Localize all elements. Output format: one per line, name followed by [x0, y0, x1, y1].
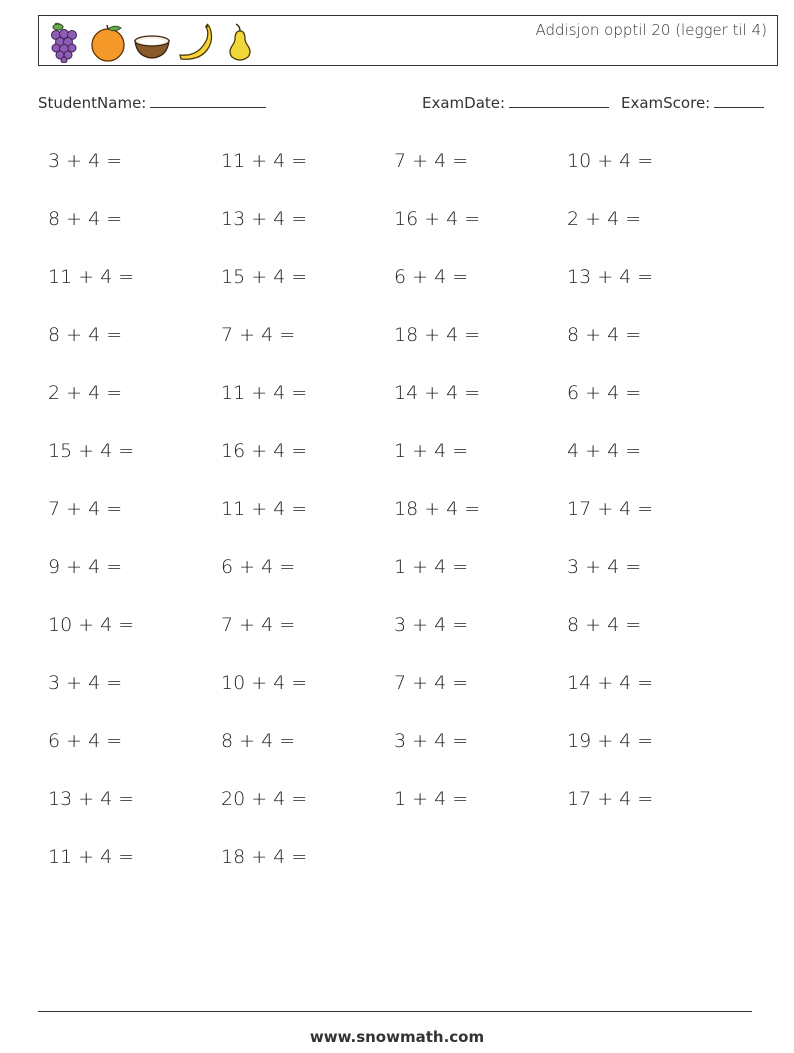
problem-item: 8 + 4 =: [567, 324, 642, 346]
problem-item: 8 + 4 =: [48, 208, 123, 230]
problem-item: 9 + 4 =: [48, 556, 123, 578]
orange-icon: [89, 21, 127, 63]
problem-item: 14 + 4 =: [394, 382, 481, 404]
problem-item: 17 + 4 =: [567, 498, 654, 520]
problem-item: 18 + 4 =: [221, 846, 308, 868]
problem-item: 18 + 4 =: [394, 498, 481, 520]
problem-item: 8 + 4 =: [221, 730, 296, 752]
student-name-line[interactable]: [150, 93, 266, 108]
exam-score-field[interactable]: [621, 93, 764, 112]
problem-item: 11 + 4 =: [48, 846, 135, 868]
banana-icon: [177, 21, 215, 63]
problem-item: 11 + 4 =: [221, 382, 308, 404]
problem-item: 10 + 4 =: [48, 614, 135, 636]
problem-item: 7 + 4 =: [394, 672, 469, 694]
problem-item: 6 + 4 =: [48, 730, 123, 752]
worksheet-title: Addisjon opptil 20 (legger til 4): [535, 21, 767, 39]
student-name-field[interactable]: [38, 93, 266, 112]
problem-item: 2 + 4 =: [567, 208, 642, 230]
problem-item: 11 + 4 =: [221, 150, 308, 172]
exam-date-field[interactable]: [422, 93, 609, 112]
problem-item: 13 + 4 =: [48, 788, 135, 810]
problem-item: 1 + 4 =: [394, 440, 469, 462]
exam-score-line[interactable]: [714, 93, 764, 108]
problem-item: 14 + 4 =: [567, 672, 654, 694]
problem-item: 18 + 4 =: [394, 324, 481, 346]
problem-item: 13 + 4 =: [567, 266, 654, 288]
problem-item: 4 + 4 =: [567, 440, 642, 462]
problem-item: 6 + 4 =: [394, 266, 469, 288]
exam-score-label: ExamScore:: [621, 94, 711, 112]
problem-item: 8 + 4 =: [48, 324, 123, 346]
problem-item: 1 + 4 =: [394, 788, 469, 810]
problem-item: 7 + 4 =: [221, 324, 296, 346]
problem-item: 7 + 4 =: [48, 498, 123, 520]
problem-item: 2 + 4 =: [48, 382, 123, 404]
problem-item: 7 + 4 =: [221, 614, 296, 636]
problem-item: 16 + 4 =: [394, 208, 481, 230]
exam-date-line[interactable]: [509, 93, 609, 108]
fruit-icons: [45, 20, 259, 64]
problem-grid: [48, 146, 740, 900]
problem-item: 7 + 4 =: [394, 150, 469, 172]
footer-divider: [38, 1011, 752, 1012]
footer-url: www.snowmath.com: [309, 1028, 485, 1046]
problem-item: 16 + 4 =: [221, 440, 308, 462]
problem-item: 10 + 4 =: [221, 672, 308, 694]
problem-item: 19 + 4 =: [567, 730, 654, 752]
problem-item: 3 + 4 =: [394, 614, 469, 636]
problem-item: 15 + 4 =: [48, 440, 135, 462]
problem-item: 3 + 4 =: [48, 672, 123, 694]
worksheet-header: [38, 15, 778, 66]
problem-item: 17 + 4 =: [567, 788, 654, 810]
pear-icon: [221, 21, 259, 63]
problem-item: 3 + 4 =: [48, 150, 123, 172]
problem-item: 6 + 4 =: [221, 556, 296, 578]
problem-item: 6 + 4 =: [567, 382, 642, 404]
problem-item: 13 + 4 =: [221, 208, 308, 230]
problem-item: 20 + 4 =: [221, 788, 308, 810]
problem-item: 1 + 4 =: [394, 556, 469, 578]
student-name-label: StudentName:: [38, 94, 147, 112]
problem-item: 15 + 4 =: [221, 266, 308, 288]
exam-date-label: ExamDate:: [422, 94, 506, 112]
grapes-icon: [45, 21, 83, 63]
coconut-icon: [133, 21, 171, 63]
problem-item: 10 + 4 =: [567, 150, 654, 172]
problem-item: 8 + 4 =: [567, 614, 642, 636]
problem-item: 11 + 4 =: [48, 266, 135, 288]
problem-item: 3 + 4 =: [567, 556, 642, 578]
problem-item: 11 + 4 =: [221, 498, 308, 520]
problem-item: 3 + 4 =: [394, 730, 469, 752]
